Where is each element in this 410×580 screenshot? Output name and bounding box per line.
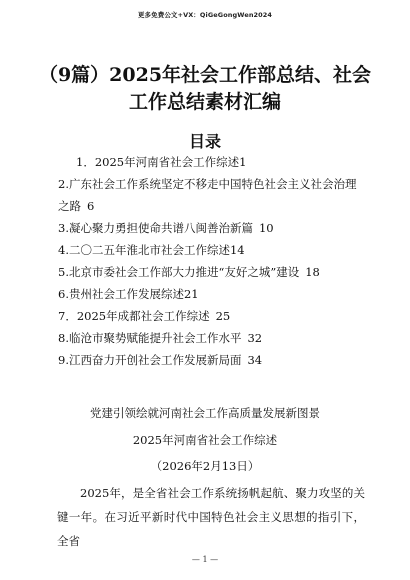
toc-item-label: 7．2025年成都社会工作综述 xyxy=(58,309,210,323)
toc-item-label: 2.广东社会工作系统坚定不移走中国特色社会主义社会治理之路 xyxy=(58,177,357,213)
toc-item[interactable] xyxy=(58,239,363,261)
toc-item-label: 9.江西奋力开创社会工作发展新局面 xyxy=(58,353,242,367)
article-paragraph: 2025年，是全省社会工作系统扬帆起航、聚力攻坚的关键一年。在习近平新时代中国特色社会主义思想的指引下，全省 xyxy=(57,486,365,548)
toc-item-page: 25 xyxy=(215,309,231,323)
toc-item-page: 21 xyxy=(183,287,199,301)
toc-item-page: 18 xyxy=(305,265,320,279)
article-kicker: 党建引领绘就河南社会工作高质量发展新图景 xyxy=(90,406,320,420)
toc-item[interactable] xyxy=(58,327,363,349)
toc-item-page: 32 xyxy=(247,331,263,345)
toc-item-label: 5.北京市委社会工作部大力推进“友好之城”建设 xyxy=(58,265,300,279)
header-note: 更多免费公文+VX：QiGeGongWen2024 xyxy=(137,11,273,19)
toc-item[interactable] xyxy=(58,217,363,239)
toc-item[interactable] xyxy=(58,283,363,305)
page-number: — 1 — xyxy=(191,555,219,564)
toc-item[interactable] xyxy=(58,173,363,217)
toc-item-page: 1 xyxy=(239,155,247,169)
toc-item-page: 14 xyxy=(229,243,245,257)
toc-item-page: 34 xyxy=(247,353,263,367)
toc-item[interactable] xyxy=(58,349,363,371)
toc-item-label: 8.临沧市聚势赋能提升社会工作水平 xyxy=(58,331,242,345)
toc-item-label: 6.贵州社会工作发展综述 xyxy=(58,287,184,301)
toc-item[interactable] xyxy=(58,151,363,173)
toc-item-page: 10 xyxy=(258,221,274,235)
toc-item-label: 3.凝心聚力勇担使命共谱八闽善治新篇 xyxy=(58,221,253,235)
toc-heading: 目录 xyxy=(188,132,221,151)
article-title: 2025年河南省社会工作综述 xyxy=(132,433,278,447)
toc-item-label: 1．2025年河南省社会工作综述 xyxy=(76,155,240,169)
toc-item-label: 4.二〇二五年淮北市社会工作综述 xyxy=(58,243,230,257)
article-date: （2026年2月13日） xyxy=(150,459,260,473)
toc-item-page: 6 xyxy=(87,199,95,213)
toc-item[interactable] xyxy=(58,261,363,283)
document-title: （9篇）2025年社会工作部总结、社会工作总结素材汇编 xyxy=(38,64,372,113)
toc-item[interactable] xyxy=(58,305,363,327)
table-of-contents xyxy=(58,151,363,371)
